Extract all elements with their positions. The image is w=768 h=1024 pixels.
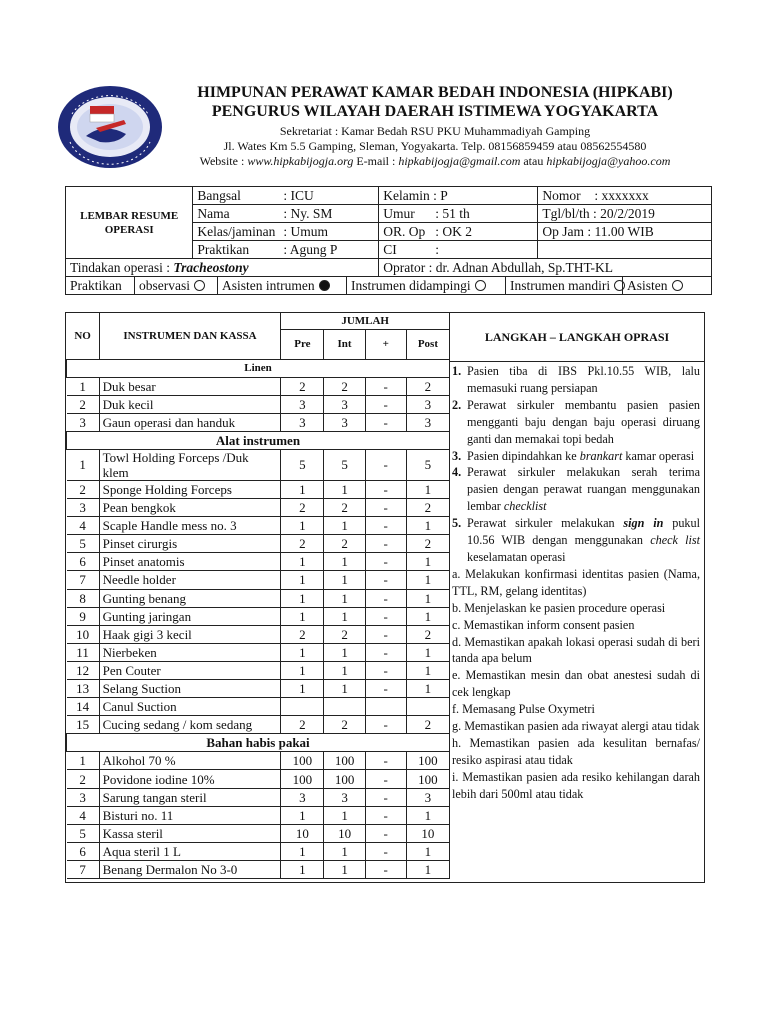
website-label: Website :	[199, 154, 248, 168]
row-plus: -	[365, 788, 406, 806]
row-post: 1	[406, 517, 449, 535]
role-option-2[interactable]	[218, 277, 347, 294]
row-int: 1	[324, 607, 365, 625]
row-plus: -	[365, 643, 406, 661]
row-item: Povidone iodine 10%	[99, 770, 281, 788]
row-no: 13	[67, 680, 100, 698]
step-item-5	[452, 515, 700, 566]
row-plus: -	[365, 535, 406, 553]
row-post: 2	[406, 377, 449, 395]
row-pre: 1	[281, 661, 324, 679]
row-int: 1	[324, 480, 365, 498]
role-option-5[interactable]	[623, 277, 711, 294]
row-item: Gunting jaringan	[99, 607, 281, 625]
step-text: Pasien dipindahkan ke	[467, 448, 580, 463]
sub-step-item: e. Memastikan mesin dan obat anestesi sudah di cek lengkap	[452, 668, 700, 700]
op-jam-cell: Op Jam : 11.00 WIB	[538, 223, 712, 241]
row-post: 1	[406, 806, 449, 824]
row-no: 3	[67, 788, 100, 806]
praktikan-label: Praktikan	[197, 242, 250, 257]
row-post: 100	[406, 770, 449, 788]
sub-step-item: b. Menjelaskan ke pasien procedure operasi	[452, 600, 666, 615]
row-item: Gaun operasi dan handuk	[99, 413, 281, 431]
row-no: 9	[67, 607, 100, 625]
row-item: Pinset anatomis	[99, 553, 281, 571]
row-pre: 3	[281, 395, 324, 413]
row-no: 15	[67, 716, 100, 734]
step-item-2	[452, 397, 700, 448]
row-no: 4	[67, 517, 100, 535]
col-int: Int	[324, 329, 365, 359]
section-row	[67, 734, 450, 752]
row-item: Selang Suction	[99, 680, 281, 698]
radio-icon[interactable]	[194, 280, 205, 291]
row-no: 11	[67, 643, 100, 661]
row-plus: -	[365, 716, 406, 734]
row-pre: 1	[281, 806, 324, 824]
table-row	[67, 589, 450, 607]
section-row	[67, 359, 450, 377]
row-int: 2	[324, 716, 365, 734]
row-plus: -	[365, 661, 406, 679]
row-pre: 1	[281, 517, 324, 535]
role-option-4[interactable]	[506, 277, 623, 294]
table-row	[67, 716, 450, 734]
role-label: Praktikan	[66, 277, 135, 294]
role-option-label: Instrumen mandiri	[510, 278, 611, 293]
row-post: 3	[406, 395, 449, 413]
row-pre: 1	[281, 589, 324, 607]
row-item: Needle holder	[99, 571, 281, 589]
umur-label: Umur	[383, 206, 415, 221]
step-text: Perawat sirkuler melakukan serah terima pasien dengan perawat ruangan menggunakan lembar	[467, 465, 700, 514]
row-item: Aqua steril 1 L	[99, 842, 281, 860]
row-item: Alkohol 70 %	[99, 752, 281, 770]
table-row	[67, 625, 450, 643]
row-post: 1	[406, 842, 449, 860]
row-pre: 2	[281, 377, 324, 395]
row-item: Nierbeken	[99, 643, 281, 661]
table-row	[67, 770, 450, 788]
step-text: Pasien tiba di IBS Pkl.10.55 WIB, lalu memasuki ruang persiapan	[467, 364, 700, 395]
row-plus: -	[365, 860, 406, 878]
row-item: Duk kecil	[99, 395, 281, 413]
row-pre: 3	[281, 788, 324, 806]
row-no: 7	[67, 571, 100, 589]
table-row	[67, 449, 450, 480]
row-item: Bisturi no. 11	[99, 806, 281, 824]
email-link[interactable]: hipkabijogja@gmail.com	[398, 154, 521, 168]
step-strong: sign in	[623, 516, 664, 531]
row-plus: -	[365, 625, 406, 643]
form-title: LEMBAR RESUME OPERASI	[66, 187, 193, 259]
tindakan-value: Tracheostony	[173, 260, 249, 275]
row-pre: 2	[281, 625, 324, 643]
sub-step-item: f. Memasang Pulse Oxymetri	[452, 702, 595, 717]
row-no: 2	[67, 480, 100, 498]
table-row	[67, 413, 450, 431]
row-pre: 10	[281, 824, 324, 842]
kelas-value: : Umum	[283, 224, 328, 239]
umur-cell	[379, 205, 538, 223]
table-row	[67, 395, 450, 413]
row-int: 1	[324, 571, 365, 589]
radio-icon[interactable]	[319, 280, 330, 291]
row-int: 1	[324, 806, 365, 824]
row-post: 1	[406, 661, 449, 679]
row-item: Scaple Handle mess no. 3	[99, 517, 281, 535]
kelas-cell	[193, 223, 379, 241]
operator-cell: Oprator : dr. Adnan Abdullah, Sp.THT-KL	[379, 259, 712, 277]
instrument-table	[66, 313, 450, 879]
row-post: 1	[406, 553, 449, 571]
nomor-cell	[538, 187, 712, 205]
role-options	[135, 277, 711, 294]
table-row	[67, 571, 450, 589]
row-pre: 100	[281, 752, 324, 770]
row-int: 3	[324, 788, 365, 806]
secretariat: Sekretariat : Kamar Bedah RSU PKU Muhammadiyah Gamping	[279, 124, 591, 138]
row-no: 2	[67, 770, 100, 788]
row-plus: -	[365, 806, 406, 824]
praktikan-value: : Agung P	[283, 242, 338, 257]
row-no: 1	[67, 449, 100, 480]
row-post: 1	[406, 607, 449, 625]
row-no: 7	[67, 860, 100, 878]
row-plus: -	[365, 499, 406, 517]
step-item-3	[452, 448, 700, 465]
nama-value: : Ny. SM	[283, 206, 333, 221]
row-post: 1	[406, 860, 449, 878]
row-plus: -	[365, 770, 406, 788]
row-int: 1	[324, 553, 365, 571]
bangsal-value: : ICU	[283, 188, 314, 203]
row-int: 3	[324, 413, 365, 431]
row-item: Pen Couter	[99, 661, 281, 679]
row-item: Kassa steril	[99, 824, 281, 842]
radio-icon[interactable]	[672, 280, 683, 291]
row-post: 1	[406, 480, 449, 498]
step-emphasis: checklist	[503, 499, 547, 514]
col-item: INSTRUMEN DAN KASSA	[99, 313, 281, 359]
step-text: Perawat sirkuler melakukan	[467, 516, 624, 531]
row-pre: 1	[281, 553, 324, 571]
row-post: 100	[406, 752, 449, 770]
patient-info-table	[65, 186, 712, 295]
row-plus: -	[365, 553, 406, 571]
email-label: E-mail :	[353, 154, 399, 168]
row-item: Duk besar	[99, 377, 281, 395]
table-row	[67, 788, 450, 806]
step-emphasis: brankart	[579, 448, 623, 463]
row-item: Sponge Holding Forceps	[99, 480, 281, 498]
row-pre: 100	[281, 770, 324, 788]
row-pre	[281, 698, 324, 716]
step-item-4	[452, 464, 700, 515]
row-int: 1	[324, 860, 365, 878]
row-plus: -	[365, 449, 406, 480]
table-row	[67, 661, 450, 679]
contact-line	[140, 154, 730, 169]
step-number: 4.	[452, 465, 462, 480]
row-no: 6	[67, 842, 100, 860]
row-post: 3	[406, 413, 449, 431]
row-int: 1	[324, 589, 365, 607]
row-no: 5	[67, 535, 100, 553]
row-item: Cucing sedang / kom sedang	[99, 716, 281, 734]
row-no: 12	[67, 661, 100, 679]
row-pre: 2	[281, 716, 324, 734]
row-int: 1	[324, 842, 365, 860]
row-int: 100	[324, 770, 365, 788]
row-plus: -	[365, 824, 406, 842]
row-post: 2	[406, 716, 449, 734]
table-row	[67, 643, 450, 661]
row-int: 5	[324, 449, 365, 480]
instrument-table-frame	[65, 312, 705, 883]
row-int: 1	[324, 643, 365, 661]
row-plus: -	[365, 480, 406, 498]
tindakan-cell	[66, 259, 379, 277]
section-row	[67, 431, 450, 449]
row-pre: 1	[281, 607, 324, 625]
step-number: 1.	[452, 364, 462, 378]
nama-cell	[193, 205, 379, 223]
steps-list	[452, 363, 700, 803]
row-int: 2	[324, 499, 365, 517]
row-pre: 5	[281, 449, 324, 480]
row-plus: -	[365, 589, 406, 607]
instrument-table-body	[67, 359, 450, 879]
row-pre: 1	[281, 680, 324, 698]
row-post: 1	[406, 589, 449, 607]
tindakan-label: Tindakan operasi :	[70, 260, 174, 275]
table-row	[67, 752, 450, 770]
step-number: 2.	[452, 397, 462, 412]
row-item: Canul Suction	[99, 698, 281, 716]
row-pre: 1	[281, 860, 324, 878]
row-pre: 1	[281, 643, 324, 661]
row-plus: -	[365, 842, 406, 860]
kelamin-cell: Kelamin : P	[379, 187, 538, 205]
row-post: 3	[406, 788, 449, 806]
role-option-3[interactable]	[347, 277, 506, 294]
row-int: 1	[324, 517, 365, 535]
role-row	[66, 277, 712, 295]
row-plus	[365, 698, 406, 716]
step-text: Perawat sirkuler membantu pasien pasien mengganti baju dengan baju operasi diruang ganti dan memakai topi bedah	[467, 397, 700, 446]
row-no: 5	[67, 824, 100, 842]
row-pre: 1	[281, 571, 324, 589]
praktikan-cell	[193, 241, 379, 259]
sub-step-item: g. Memastikan pasien ada riwayat alergi atau tidak	[452, 719, 700, 734]
table-row	[67, 698, 450, 716]
row-int: 2	[324, 535, 365, 553]
row-item: Pean bengkok	[99, 499, 281, 517]
nomor-value: : xxxxxxx	[594, 188, 649, 203]
col-plus: +	[365, 329, 406, 359]
row-int: 10	[324, 824, 365, 842]
row-pre: 2	[281, 535, 324, 553]
table-row	[67, 680, 450, 698]
table-row	[67, 806, 450, 824]
role-option-label: Asisten intrumen	[222, 278, 315, 293]
nama-label: Nama	[197, 206, 230, 221]
steps-title: LANGKAH – LANGKAH OPRASI	[450, 313, 704, 362]
bangsal-label: Bangsal	[197, 188, 241, 203]
row-no: 3	[67, 413, 100, 431]
row-pre: 3	[281, 413, 324, 431]
sub-step-item: i. Memastikan pasien ada resiko kehilangan darah lebih dari 500ml atau tidak	[452, 769, 700, 801]
row-no: 1	[67, 377, 100, 395]
role-option-label: Instrumen didampingi	[351, 278, 471, 293]
email2-link[interactable]: hipkabijogja@yahoo.com	[546, 154, 671, 168]
section-title: Alat instrumen	[67, 431, 450, 449]
website-link[interactable]: www.hipkabijogja.org	[247, 154, 354, 168]
step-text-mid: pukul 10.56 WIB dengan menggunakan	[467, 516, 701, 548]
row-item: Haak gigi 3 kecil	[99, 625, 281, 643]
sub-step-item: a. Melakukan konfirmasi identitas pasien (Nama, TTL, RM, gelang identitas)	[452, 566, 700, 598]
org-name: HIMPUNAN PERAWAT KAMAR BEDAH INDONESIA (HIPKABI)	[197, 84, 673, 101]
row-no: 14	[67, 698, 100, 716]
col-jumlah: JUMLAH	[281, 313, 450, 329]
row-int: 3	[324, 395, 365, 413]
col-post: Post	[406, 329, 449, 359]
section-title: Bahan habis pakai	[67, 734, 450, 752]
sub-step-item: h. Memastikan pasien ada kesulitan bernafas/ resiko aspirasi atau tidak	[452, 735, 700, 767]
section-title: Linen	[67, 359, 450, 377]
table-row	[67, 860, 450, 878]
role-option-label: observasi	[139, 278, 190, 293]
step-text-end: kamar operasi	[622, 448, 695, 463]
row-no: 4	[67, 806, 100, 824]
sub-step-item: d. Memastikan apakah lokasi operasi sudah di beri tanda apa belum	[452, 634, 700, 666]
table-row	[67, 553, 450, 571]
row-int: 1	[324, 680, 365, 698]
kelas-label: Kelas/jaminan	[197, 224, 276, 239]
row-post	[406, 698, 449, 716]
step-number: 5.	[452, 516, 462, 531]
row-pre: 1	[281, 480, 324, 498]
or-label: atau	[520, 154, 547, 168]
row-post: 1	[406, 643, 449, 661]
table-row	[67, 480, 450, 498]
role-option-1[interactable]	[135, 277, 218, 294]
row-item: Sarung tangan steril	[99, 788, 281, 806]
row-int: 100	[324, 752, 365, 770]
row-item: Gunting benang	[99, 589, 281, 607]
row-post: 1	[406, 571, 449, 589]
row-post: 1	[406, 680, 449, 698]
row-post: 2	[406, 625, 449, 643]
row-item: Pinset cirurgis	[99, 535, 281, 553]
row-item: Towl Holding Forceps /Duk klem	[99, 449, 281, 480]
radio-icon[interactable]	[475, 280, 486, 291]
row-plus: -	[365, 413, 406, 431]
bangsal-cell	[193, 187, 379, 205]
col-pre: Pre	[281, 329, 324, 359]
row-no: 1	[67, 752, 100, 770]
col-no: NO	[67, 313, 100, 359]
sub-step-item: c. Memastikan inform consent pasien	[452, 617, 635, 632]
row-plus: -	[365, 680, 406, 698]
row-item: Benang Dermalon No 3-0	[99, 860, 281, 878]
or-op-value: : OK 2	[435, 224, 472, 239]
row-plus: -	[365, 395, 406, 413]
row-no: 3	[67, 499, 100, 517]
role-option-label: Asisten	[627, 278, 668, 293]
address: Jl. Wates Km 5.5 Gamping, Sleman, Yogyakarta. Telp. 08156859459 atau 08562554580	[223, 139, 647, 153]
ci-label: CI	[383, 242, 397, 257]
row-plus: -	[365, 517, 406, 535]
table-row	[67, 607, 450, 625]
row-pre: 1	[281, 842, 324, 860]
row-no: 10	[67, 625, 100, 643]
row-pre: 2	[281, 499, 324, 517]
step-item-1	[452, 363, 700, 397]
row-plus: -	[365, 607, 406, 625]
step-text-end: keselamatan operasi	[467, 549, 566, 564]
row-plus: -	[365, 752, 406, 770]
row-int	[324, 698, 365, 716]
row-int: 2	[324, 625, 365, 643]
table-row	[67, 499, 450, 517]
table-row	[67, 377, 450, 395]
step-emphasis: check list	[650, 533, 701, 548]
row-plus: -	[365, 377, 406, 395]
row-post: 10	[406, 824, 449, 842]
or-op-label: OR. Op	[383, 224, 426, 239]
empty-cell	[538, 241, 712, 259]
row-post: 2	[406, 499, 449, 517]
region-name: PENGURUS WILAYAH DAERAH ISTIMEWA YOGYAKARTA	[211, 103, 659, 120]
row-plus: -	[365, 571, 406, 589]
table-row	[67, 824, 450, 842]
or-op-cell	[379, 223, 538, 241]
row-no: 6	[67, 553, 100, 571]
row-no: 2	[67, 395, 100, 413]
step-number: 3.	[452, 448, 462, 463]
row-int: 2	[324, 377, 365, 395]
tgl-cell: Tgl/bl/th : 20/2/2019	[538, 205, 712, 223]
row-post: 5	[406, 449, 449, 480]
table-row	[67, 842, 450, 860]
row-post: 2	[406, 535, 449, 553]
table-row	[67, 535, 450, 553]
ci-value: :	[435, 242, 439, 257]
umur-value: : 51 th	[435, 206, 470, 221]
row-no: 8	[67, 589, 100, 607]
table-row	[67, 517, 450, 535]
ci-cell	[379, 241, 538, 259]
nomor-label: Nomor	[542, 188, 581, 203]
row-int: 1	[324, 661, 365, 679]
